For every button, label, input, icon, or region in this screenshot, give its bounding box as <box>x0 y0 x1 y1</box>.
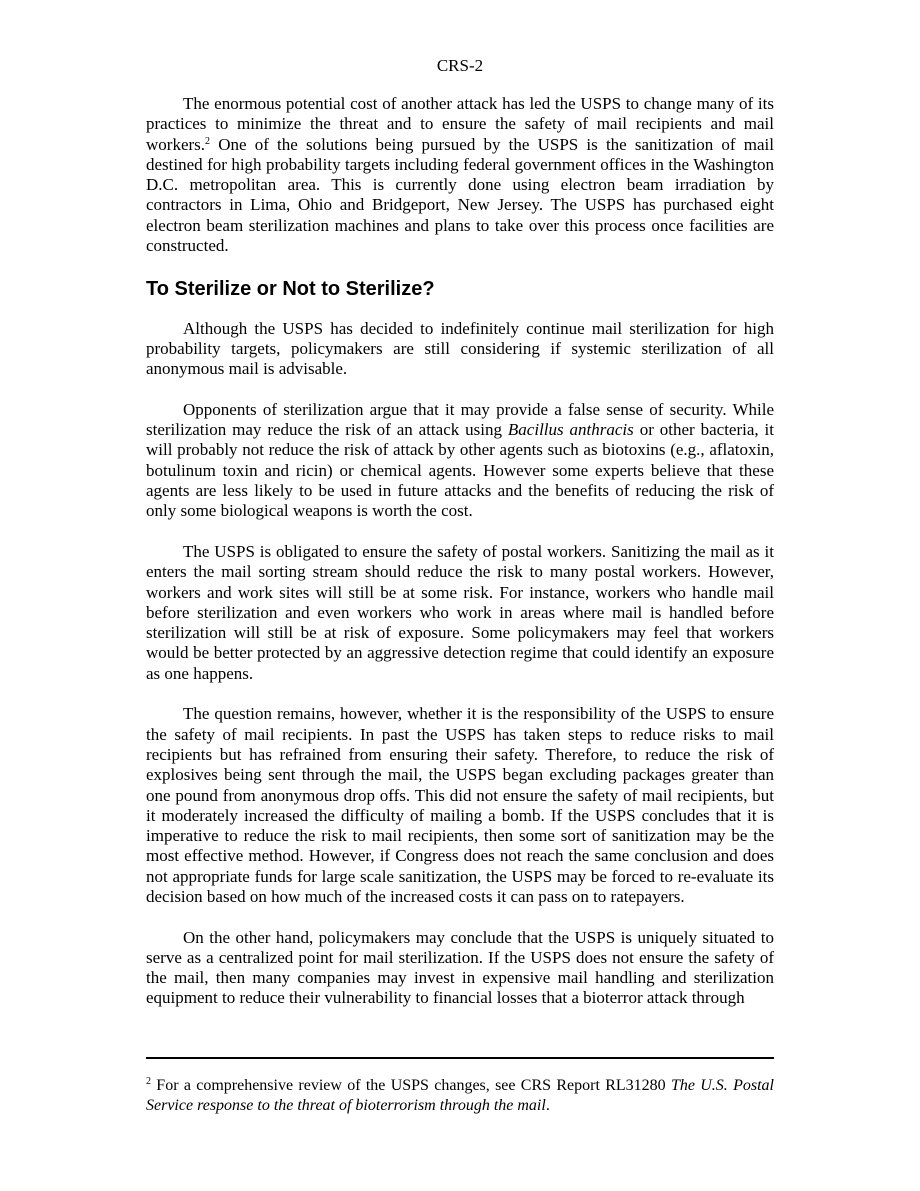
footnote <box>146 1076 774 1116</box>
paragraph-1-text: The enormous potential cost of another attack has led the USPS to change many of its practices to minimize the threat and to ensure the safety of mail recipients and mail workers. <box>146 94 774 154</box>
footnote-marker: 2 <box>146 1076 151 1087</box>
paragraph-2: Although the USPS has decided to indefinitely continue mail sterilization for high probability targets, policymakers are still considering if systemic sterilization of all anonymous mail is advisable. <box>146 318 774 379</box>
footnote-divider <box>146 1057 774 1059</box>
footnote-reference[interactable]: 2 <box>205 135 211 147</box>
footnote-text: For a comprehensive review of the USPS changes, see CRS Report RL31280 <box>151 1077 671 1094</box>
paragraph-1 <box>146 94 774 256</box>
footnote-report-title: The U.S. Postal Service response to the threat of bioterrorism through the mail <box>146 1077 775 1114</box>
section-heading: To Sterilize or Not to Sterilize? <box>146 277 435 300</box>
paragraph-5: The question remains, however, whether it is the responsibility of the USPS to ensure the safety of mail recipients. In past the USPS has taken steps to reduce risks to mail recipients but has refrained from ensuring their safety. Therefore, to reduce the risk of explosives being sent through the mail, the USPS began excluding packages greater than one pound from anonymous drop offs. This did not ensure the safety of mail recipients, but it moderately increased the difficulty of mailing a bomb. If the USPS concludes that it is imperative to reduce the risk to mail recipients, then some sort of sanitization may be the most effective method. However, if Congress does not reach the same conclusion and does not appropriate funds for large scale sanitization, the USPS may be forced to re-evaluate its decision based on how much of the increased costs it can pass on to ratepayers. <box>146 704 774 906</box>
body-text <box>146 94 774 1029</box>
paragraph-3 <box>146 400 774 522</box>
paragraph-1-continuation: One of the solutions being pursued by the USPS is the sanitization of mail destined for high probability targets including federal government offices in the Washington D.C. metropolitan area. This is currently done using electron beam irradiation by contractors in Lima, Ohio and Bridgeport, New Jersey. The USPS has purchased eight electron beam sterilization machines and plans to take over this process once facilities are constructed. <box>146 134 774 256</box>
paragraph-3-text: Opponents of sterilization argue that it may provide a false sense of security. While sterilization may reduce the risk of an attack using <box>146 399 774 440</box>
footnote-end: . <box>545 1097 550 1114</box>
paragraph-4: The USPS is obligated to ensure the safety of postal workers. Sanitizing the mail as it enters the mail sorting stream should reduce the risk to many postal workers. However, workers and work sites will still be at some risk. For instance, workers who handle mail before sterilization and even workers who work in areas where mail is handled before sterilization will still be at risk of exposure. Some policymakers may feel that workers would be better protected by an aggressive detection regime that could identify an exposure as one happens. <box>146 541 774 683</box>
paragraph-3-continuation: or other bacteria, it will probably not reduce the risk of attack by other agents such as biotoxins (e.g., aflatoxin, botulinum toxin and ricin) or chemical agents. However some experts believe that these agents are less likely to be used in future attacks and the benefits of reducing the risk of only some biological weapons is worth the cost. <box>146 420 775 521</box>
page-header: CRS-2 <box>436 56 484 75</box>
species-name: Bacillus anthracis <box>507 420 634 440</box>
paragraph-6: On the other hand, policymakers may conclude that the USPS is uniquely situated to serve as a centralized point for mail sterilization. If the USPS does not ensure the safety of the mail, then many companies may invest in expensive mail handling and sterilization equipment to reduce their vulnerability to financial losses that a bioterror attack through <box>146 927 774 1008</box>
